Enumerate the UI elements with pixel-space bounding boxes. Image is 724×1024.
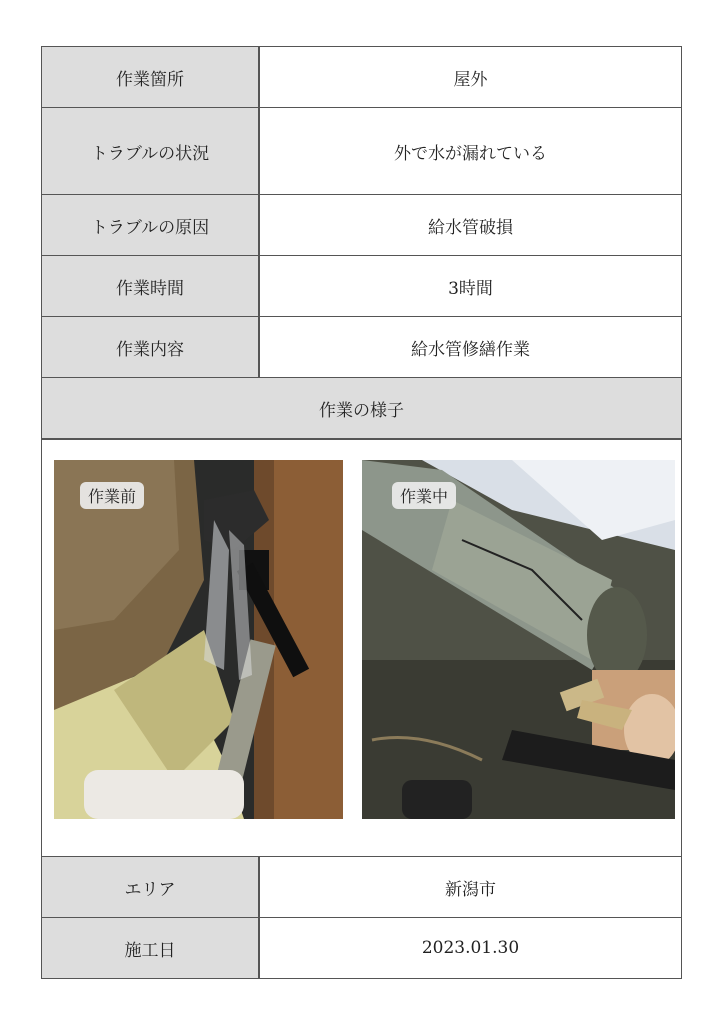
- construction-date-value: 2023.01.30: [260, 918, 681, 978]
- construction-date-label: 施工日: [42, 918, 260, 978]
- trouble-status-label: トラブルの状況: [42, 108, 260, 194]
- during-photo: [362, 460, 675, 819]
- trouble-cause-label: トラブルの原因: [42, 195, 260, 255]
- work-location-label: 作業箇所: [42, 47, 260, 107]
- before-photo-label: 作業前: [80, 482, 144, 509]
- before-photo-image: [54, 460, 343, 819]
- work-content-label: 作業内容: [42, 317, 260, 377]
- row-construction-date: [41, 917, 682, 979]
- work-location-value: 屋外: [260, 47, 681, 107]
- trouble-status-value: 外で水が漏れている: [260, 108, 681, 194]
- work-time-label: 作業時間: [42, 256, 260, 316]
- section-title: 作業の様子: [41, 377, 682, 439]
- work-time-value: 3時間: [260, 256, 681, 316]
- work-report-table: [41, 46, 682, 979]
- trouble-cause-value: 給水管破損: [260, 195, 681, 255]
- during-photo-image: [362, 460, 675, 819]
- row-work-content: [41, 316, 682, 377]
- area-value: 新潟市: [260, 857, 681, 917]
- row-trouble-cause: [41, 194, 682, 255]
- during-photo-label: 作業中: [392, 482, 456, 509]
- work-content-value: 給水管修繕作業: [260, 317, 681, 377]
- row-trouble-status: [41, 107, 682, 194]
- row-work-time: [41, 255, 682, 316]
- area-label: エリア: [42, 857, 260, 917]
- row-area: [41, 856, 682, 917]
- photo-area: [41, 439, 682, 856]
- row-work-location: [41, 46, 682, 107]
- before-photo: [54, 460, 343, 819]
